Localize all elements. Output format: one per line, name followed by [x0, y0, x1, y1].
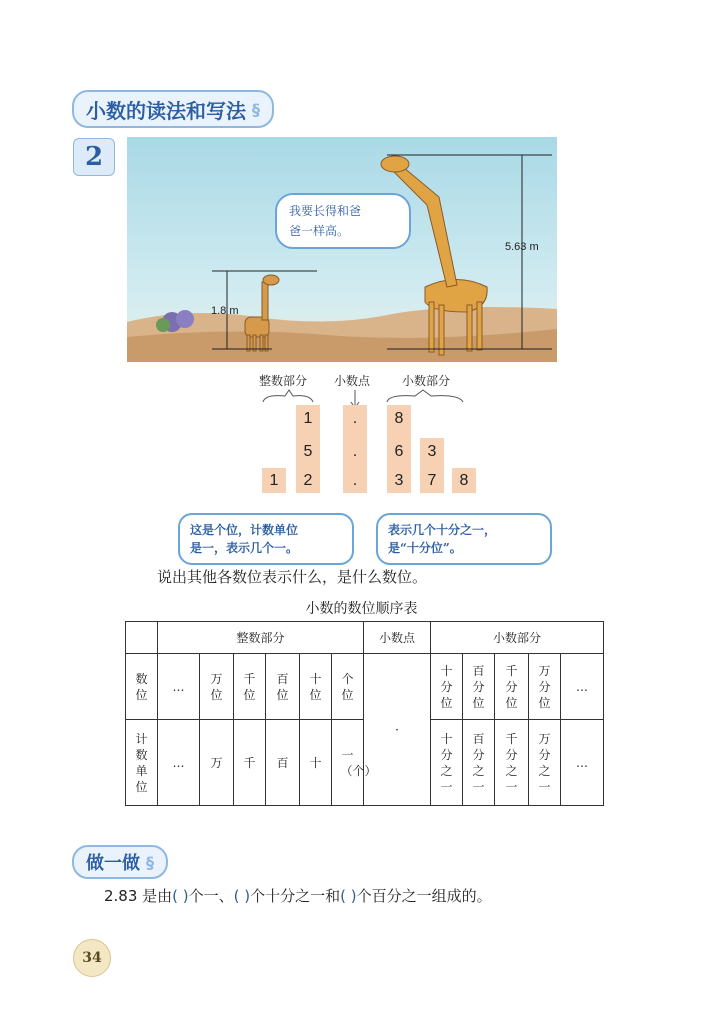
ones-place-note — [178, 513, 354, 565]
place-ellipsis-left: … — [158, 654, 200, 720]
row2-point: . — [352, 443, 358, 460]
unit-row-label: 计数单位 — [126, 720, 158, 806]
section-title — [72, 90, 274, 128]
place-hundreds: 百位 — [266, 654, 300, 720]
decimal-point-cell: · — [364, 654, 431, 806]
place-tens: 十位 — [300, 654, 332, 720]
unit-ten-thousand: 万 — [200, 720, 234, 806]
place-ones: 个位 — [332, 654, 364, 720]
unit-ten-thousandth: 万分之一 — [529, 720, 561, 806]
page-number: 34 — [73, 939, 111, 977]
speech-bubble — [275, 193, 411, 249]
exercise-title — [72, 845, 168, 879]
unit-ellipsis-left: … — [158, 720, 200, 806]
unit-thousandth: 千分之一 — [495, 720, 529, 806]
row1-tenths: 8 — [394, 410, 404, 427]
integer-part-header: 整数部分 — [158, 622, 364, 654]
exercise-part-3: 个十分之一和 — [250, 887, 341, 905]
tall-height-label: 5.63 m — [505, 241, 539, 253]
section-title-text: 小数的读法和写法 — [86, 98, 246, 123]
exercise-part-2: 个一、 — [188, 887, 234, 905]
row3-tenths: 3 — [394, 472, 404, 489]
decimal-point-header: 小数点 — [364, 622, 431, 654]
row3-point: . — [352, 472, 358, 489]
unit-thousand: 千 — [234, 720, 266, 806]
place-row-label: 数位 — [126, 654, 158, 720]
row3-tens: 1 — [269, 472, 279, 489]
decimal-part-header: 小数部分 — [431, 622, 604, 654]
tenths-place-note — [376, 513, 552, 565]
table-title: 小数的数位顺序表 — [305, 601, 418, 617]
row3-ones: 2 — [303, 472, 313, 489]
ones-note-line-2: 是一，表示几个一。 — [190, 541, 299, 555]
place-tenths: 十分位 — [431, 654, 463, 720]
row3-thousandths: 8 — [459, 472, 469, 489]
exercise-part-4: 个百分之一组成的。 — [356, 887, 492, 905]
answer-blank-tenths[interactable]: ( ) — [233, 887, 251, 905]
unit-hundredth: 百分之一 — [463, 720, 495, 806]
example-number: 2 — [73, 138, 115, 176]
unit-hundred: 百 — [266, 720, 300, 806]
decimal-point-label: 小数点 — [334, 374, 371, 388]
integer-part-label: 整数部分 — [259, 374, 308, 388]
swirl-decoration-icon: § — [252, 99, 260, 119]
row3-hundredths: 7 — [427, 472, 437, 489]
corner-cell — [126, 622, 158, 654]
place-thousands: 千位 — [234, 654, 266, 720]
instruction-text: 说出其他各数位表示什么，是什么数位。 — [157, 568, 428, 586]
exercise-title-text: 做一做 — [86, 853, 140, 874]
unit-ellipsis-right: … — [561, 720, 604, 806]
short-height-label: 1.8 m — [211, 305, 239, 317]
unit-tenth: 十分之一 — [431, 720, 463, 806]
place-ten-thousandths: 万分位 — [529, 654, 561, 720]
exercise-part-1: 2.83 是由 — [104, 887, 173, 905]
tenths-note-line-2: 是“十分位”。 — [388, 541, 462, 555]
speech-line-1: 我要长得和爸 — [289, 204, 362, 218]
ones-note-line-1: 这是个位，计数单位 — [190, 523, 299, 537]
row2-hundredths: 3 — [427, 443, 437, 460]
place-hundredths: 百分位 — [463, 654, 495, 720]
row1-point: . — [352, 410, 358, 427]
speech-line-2: 爸一样高。 — [289, 224, 350, 238]
giraffe-illustration — [127, 137, 557, 362]
place-value-table — [125, 621, 604, 806]
answer-blank-hundredths[interactable]: ( ) — [340, 887, 357, 905]
row2-tenths: 6 — [394, 443, 404, 460]
giraffe-scene-graphic — [127, 137, 557, 362]
tenths-note-line-1: 表示几个十分之一， — [388, 523, 497, 537]
decimal-part-label: 小数部分 — [402, 374, 451, 388]
row1-ones: 1 — [303, 410, 313, 427]
place-ellipsis-right: … — [561, 654, 604, 720]
place-thousandths: 千分位 — [495, 654, 529, 720]
exercise-text — [104, 885, 492, 906]
place-ten-thousands: 万位 — [200, 654, 234, 720]
answer-blank-ones[interactable]: ( ) — [172, 887, 189, 905]
row2-ones: 5 — [303, 443, 313, 460]
swirl-decoration-icon: § — [146, 852, 154, 872]
unit-ten: 十 — [300, 720, 332, 806]
unit-one: 一（个） — [332, 720, 364, 806]
